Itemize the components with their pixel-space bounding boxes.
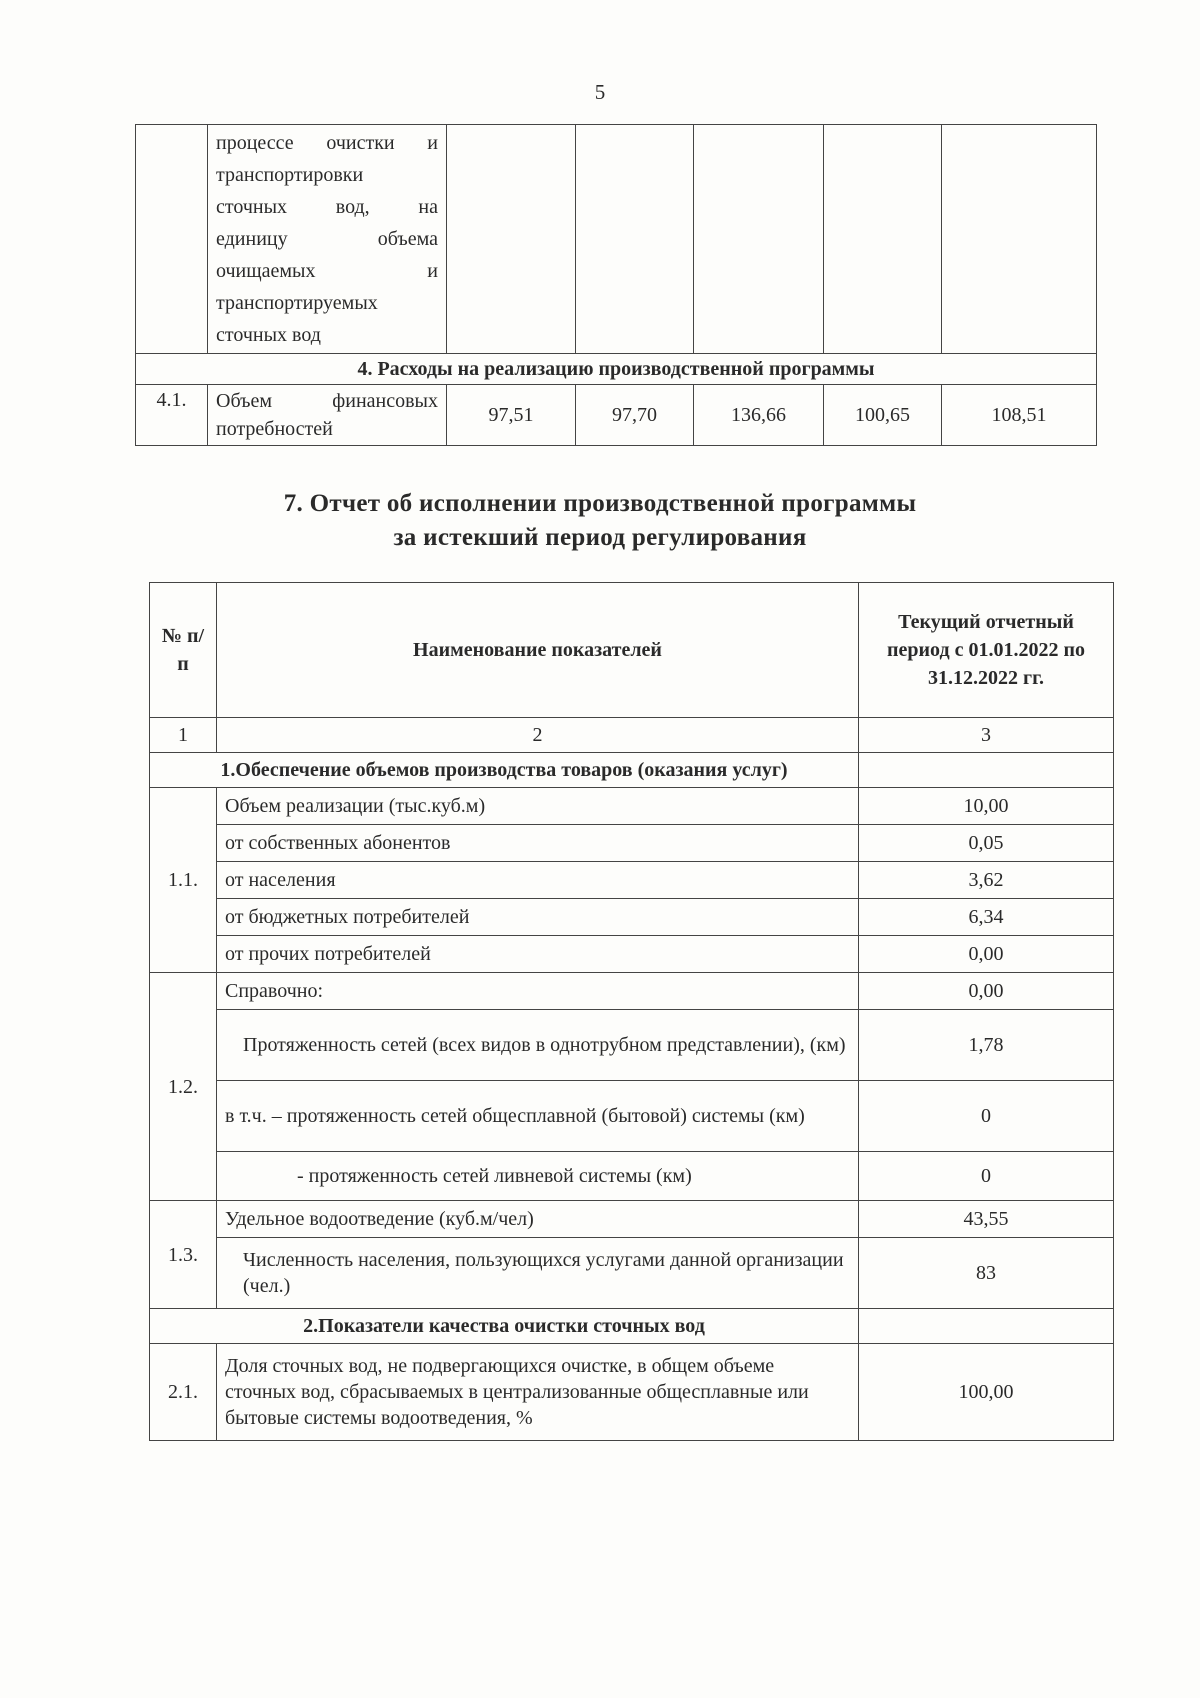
value-cell <box>824 125 942 354</box>
indicator-name: Удельное водоотведение (куб.м/чел) <box>217 1201 859 1238</box>
table-row <box>150 1010 1114 1081</box>
page-number: 5 <box>594 80 606 104</box>
column-number: 1 <box>150 718 217 753</box>
table-row <box>150 825 1114 862</box>
indicator-value: 0 <box>859 1152 1114 1201</box>
program-table-continuation <box>135 124 1097 446</box>
indicator-value: 6,34 <box>859 899 1114 936</box>
value-cell: 97,51 <box>447 385 576 446</box>
text-line: процессе очистки и <box>216 132 438 154</box>
value-cell: 108,51 <box>942 385 1097 446</box>
indicator-name: - протяженность сетей ливневой системы (км) <box>217 1152 859 1201</box>
empty-cell <box>859 753 1114 788</box>
text-line: сточных вод, на <box>216 196 438 218</box>
value-cell <box>942 125 1097 354</box>
indicator-name: в т.ч. – протяженность сетей общесплавной (бытовой) системы (км) <box>217 1081 859 1152</box>
row-number: 1.1. <box>150 788 217 973</box>
header-name: Наименование показателей <box>217 583 859 718</box>
indicator-value: 100,00 <box>859 1344 1114 1441</box>
indicator-value: 0,05 <box>859 825 1114 862</box>
row-number-cell <box>136 125 208 354</box>
table-row <box>150 862 1114 899</box>
indicator-name: Объем реализации (тыс.куб.м) <box>217 788 859 825</box>
section-heading: 4. Расходы на реализацию производственной программы <box>136 354 1097 385</box>
indicator-value: 10,00 <box>859 788 1114 825</box>
section-title-line1: 7. Отчет об исполнении производственной программы <box>283 490 917 517</box>
value-cell: 97,70 <box>576 385 694 446</box>
value-cell <box>694 125 824 354</box>
table-row <box>150 899 1114 936</box>
indicator-value: 83 <box>859 1238 1114 1309</box>
column-number-row <box>150 718 1114 753</box>
empty-cell <box>859 1309 1114 1344</box>
row-number: 2.1. <box>150 1344 217 1441</box>
table-row <box>150 1152 1114 1201</box>
table-row <box>150 1081 1114 1152</box>
header-num: № п/п <box>150 583 217 718</box>
table-row <box>150 788 1114 825</box>
text-line: очищаемых и <box>216 260 438 282</box>
row-number: 4.1. <box>136 385 208 446</box>
indicator-value: 43,55 <box>859 1201 1114 1238</box>
section-row <box>150 753 1114 788</box>
indicator-name: от собственных абонентов <box>217 825 859 862</box>
section-heading: 2.Показатели качества очистки сточных вод <box>150 1309 859 1344</box>
value-cell: 136,66 <box>694 385 824 446</box>
section-heading-row <box>136 354 1097 385</box>
section-heading: 1.Обеспечение объемов производства товаров (оказания услуг) <box>150 753 859 788</box>
indicator-name <box>208 385 447 446</box>
indicator-name: Справочно: <box>217 973 859 1010</box>
indicator-value: 3,62 <box>859 862 1114 899</box>
table-row <box>136 385 1097 446</box>
indicator-name: от населения <box>217 862 859 899</box>
section-title-line2: за истекший период регулирования <box>393 524 807 551</box>
indicator-name: от бюджетных потребителей <box>217 899 859 936</box>
value-cell <box>576 125 694 354</box>
indicator-value: 0,00 <box>859 973 1114 1010</box>
table-row <box>150 1201 1114 1238</box>
header-period: Текущий отчетный период с 01.01.2022 по 31.12.2022 гг. <box>859 583 1114 718</box>
value-cell: 100,65 <box>824 385 942 446</box>
indicator-name: Доля сточных вод, не подвергающихся очистке, в общем объеме сточных вод, сбрасываемых в централизованные общесплавные или бытовые системы водоотведения, % <box>217 1344 859 1441</box>
text-line: единицу объема <box>216 228 438 250</box>
column-number: 2 <box>217 718 859 753</box>
table-row <box>150 936 1114 973</box>
value-cell <box>447 125 576 354</box>
table-row <box>150 1238 1114 1309</box>
table-row <box>136 125 1097 354</box>
header-row <box>150 583 1114 718</box>
row-number: 1.2. <box>150 973 217 1201</box>
indicator-value: 0,00 <box>859 936 1114 973</box>
table-row <box>150 1344 1114 1441</box>
continued-indicator-name <box>208 125 447 354</box>
column-number: 3 <box>859 718 1114 753</box>
table-row <box>150 973 1114 1010</box>
indicator-name: Протяженность сетей (всех видов в однотрубном представлении), (км) <box>217 1010 859 1081</box>
indicator-name: от прочих потребителей <box>217 936 859 973</box>
row-number: 1.3. <box>150 1201 217 1309</box>
section-row <box>150 1309 1114 1344</box>
text-line: сточных вод <box>216 324 321 346</box>
indicator-value: 0 <box>859 1081 1114 1152</box>
report-table <box>149 582 1114 1441</box>
indicator-value: 1,78 <box>859 1010 1114 1081</box>
text-line: транспортировки <box>216 164 364 186</box>
text-line: транспортируемых <box>216 292 378 314</box>
indicator-name-text: Объем финансовых потребностей <box>216 390 438 440</box>
indicator-name: Численность населения, пользующихся услугами данной организации (чел.) <box>217 1238 859 1309</box>
